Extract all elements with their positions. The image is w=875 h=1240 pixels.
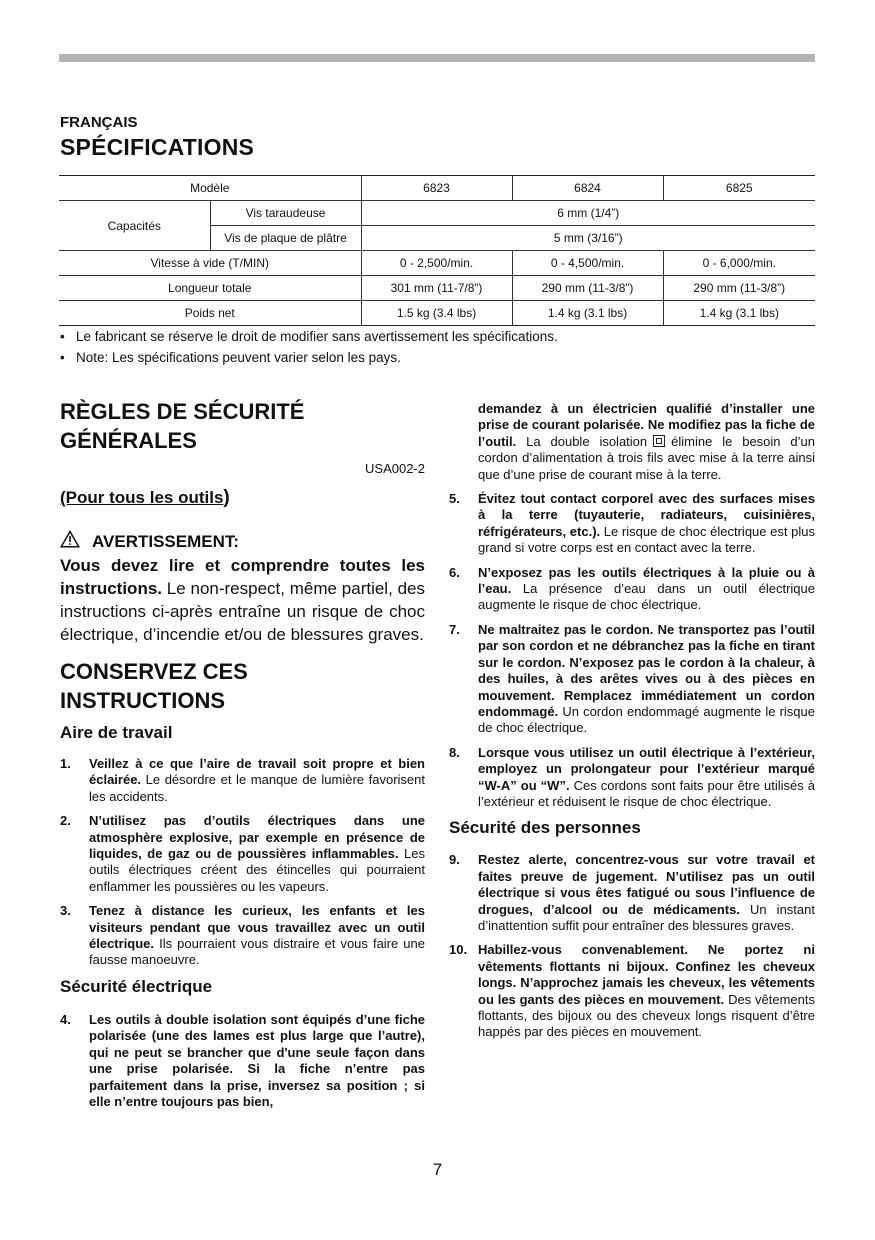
electrical-safety-heading: Sécurité électrique [60,976,213,996]
item-bold: Veillez à ce que l’aire de travail soit propre et bien éclairée. [89,756,425,788]
specifications-table [59,175,815,326]
right-column [449,401,815,1049]
rules-title [60,397,425,455]
list-item: • Note: Les spécifications peuvent varier selon les pays. [59,350,815,366]
item-bold: Lorsque vous utilisez un outil électrique à l’extérieur, employez un prolongateur pour l’extérieur marqué “W-A” ou “W”. [478,744,815,793]
table-cell: 6823 [361,176,512,201]
table-row [59,301,815,326]
item-bold: Évitez tout contact corporel avec des surfaces mises à la terre (tuyauterie, radiateurs, cuisinières, réfrigérateurs, etc.). [478,491,815,539]
rules-list-personal [449,852,815,1040]
item-number: 6. [449,564,460,580]
list-item [60,1012,425,1110]
for-all-tools-paren: ) [223,487,230,508]
item-bold: Les outils à double isolation sont équipés d’une fiche polarisée (une des lames est plus large que l’autre), qui ne peut se brancher que d'une seule façon dans une prise polarisée. Si la fiche n’entre pas parfaitement dans la prise, inversez sa position ; si elle n’entre toujours pas bien, [89,1011,425,1109]
table-cell: 0 - 2,500/min. [361,251,512,276]
personal-safety-heading: Sécurité des personnes [449,818,641,838]
keep-instructions-title [60,657,425,715]
item-bold: demandez à un électricien qualifié d’installer une prise de courant polarisée. Ne modifiez pas la fiche de l’outil. [478,401,815,449]
item-text: Ces cordons sont faits pour être utilisés à l’extérieur et réduisent le risque de choc électrique. [478,777,815,809]
rules-list-electrical [60,1012,425,1110]
table-row [59,176,815,201]
page-title: SPÉCIFICATIONS [60,134,255,160]
table-cell: 301 mm (11-7/8”) [361,276,512,301]
rules-list-continued [449,401,815,810]
item-bold: N’utilisez pas d’outils électriques dans une atmosphère explosive, par exemple en présence de liquides, de gaz ou de poussières inflammables. [89,813,425,862]
table-cell: 290 mm (11-3/8”) [663,276,815,301]
table-cell: Capacités [59,201,210,251]
table-cell: 1.4 kg (3.1 lbs) [663,301,815,326]
reference-code: USA002-2 [365,461,425,476]
list-item [60,903,425,969]
item-number: 2. [60,813,71,829]
table-cell: 0 - 4,500/min. [512,251,663,276]
item-number: 9. [449,852,460,868]
warning-triangle-icon [60,530,82,553]
warning-paragraph [60,554,425,646]
item-number: 3. [60,903,71,919]
warning-bold: Vous devez lire et comprendre toutes les instructions. [60,556,425,598]
item-text: Un cordon endommagé augmente le risque de choc électrique. [478,703,815,736]
item-bold: Tenez à distance les curieux, les enfants et les visiteurs pendant que vous travaillez avec un outil électrique. [89,903,425,952]
list-item [60,813,425,895]
table-cell: 1.5 kg (3.4 lbs) [361,301,512,326]
item-number: 10. [449,942,468,958]
rules-title-line2: GÉNÉRALES [60,428,197,453]
list-item [449,622,815,737]
item-text: La présence d’eau dans un outil électrique augmente le risque de choc électrique. [478,581,815,613]
rules-list-work-area [60,756,425,969]
spec-notes [59,329,815,371]
rules-title-line1: RÈGLES DE SÉCURITÉ [60,399,305,424]
item-text: élimine le besoin d’un cordon d’alimentation à trois fils avec mise à la terre ainsi que d’une prise de courant mise à la terre. [478,433,815,482]
table-cell: 5 mm (3/16”) [361,226,815,251]
item-number: 5. [449,491,460,507]
table-cell: Poids net [59,301,361,326]
list-item [449,491,815,557]
for-all-tools-heading [60,487,425,509]
left-column [60,397,425,1118]
warning-rest: Le non-respect, même partiel, des instructions ci-après entraîne un risque de choc électrique, d’incendie et/ou de blessures graves. [60,579,425,644]
table-cell: Vitesse à vide (T/MIN) [59,251,361,276]
item-bold: N’exposez pas les outils électriques à la pluie ou à l’eau. [478,564,815,597]
list-item [449,852,815,934]
list-item-continued [449,401,815,483]
header-rule [59,54,815,62]
item-bold: Habillez-vous convenablement. Ne portez ni vêtements flottants ni bijoux. Confinez les cheveux longs. N’approchez jamais les cheveux, les vêtements ou les gants des pièces en mouvement. [478,942,815,1007]
list-item [449,565,815,614]
item-text: Les outils électriques créent des étincelles qui pourraient enflammer les poussières ou les vapeurs. [89,846,425,894]
keep-title-line2: INSTRUCTIONS [60,688,225,713]
table-row [59,201,815,226]
list-item [449,745,815,811]
item-bold: Restez alerte, concentrez-vous sur votre travail et faites preuve de jugement. N’utilisez pas un outil électrique si vous êtes fatigué ou sous l’influence de drogues, d’alcool ou de médicaments. [478,852,815,917]
list-item [60,756,425,805]
item-number: 7. [449,621,460,637]
item-text: Le désordre et le manque de lumière favorisent les accidents. [89,772,425,804]
table-cell: 1.4 kg (3.1 lbs) [512,301,663,326]
table-cell: 6 mm (1/4”) [361,201,815,226]
item-text: La double isolation [516,433,648,449]
table-cell: 290 mm (11-3/8”) [512,276,663,301]
table-row [59,251,815,276]
item-bold: Ne maltraitez pas le cordon. Ne transportez pas l’outil par son cordon et ne débranchez pas la fiche en tirant sur le cordon. N’exposez pas le cordon à la chaleur, à des huiles, à des arêtes vives ou à des pièces en mouvement. Remplacez immédiatement un cordon endommagé. [478,621,815,719]
table-cell: 6825 [663,176,815,201]
double-insulation-icon [653,435,665,447]
warning-title: AVERTISSEMENT: [92,531,240,551]
table-cell: 6824 [512,176,663,201]
for-all-tools-text: (Pour tous les outils [60,488,224,507]
table-cell: Vis taraudeuse [210,201,361,226]
table-cell: Modèle [59,176,361,201]
language-label: FRANÇAIS [60,114,138,131]
item-number: 8. [449,744,460,760]
table-cell: Longueur totale [59,276,361,301]
list-item [449,942,815,1040]
list-item: • Le fabricant se réserve le droit de modifier sans avertissement les spécifications. [59,329,815,345]
item-text: Des vêtements flottants, des bijoux ou des cheveux longs risquent d’être happés par des pièces en mouvement. [478,991,815,1040]
item-text: Ils pourraient vous distraire et vous faire une fausse manoeuvre. [89,936,425,968]
item-text: Un instant d’inattention suffit pour entraîner des blessures graves. [478,901,815,933]
table-cell: 0 - 6,000/min. [663,251,815,276]
warning-heading [60,530,425,553]
table-row [59,276,815,301]
item-text: Le risque de choc électrique est plus grand si votre corps est en contact avec la terre. [478,523,815,556]
table-cell: Vis de plaque de plâtre [210,226,361,251]
work-area-heading: Aire de travail [60,723,173,742]
keep-title-line1: CONSERVEZ CES [60,659,248,684]
item-number: 1. [60,756,71,771]
page-number: 7 [432,1160,443,1179]
item-number: 4. [60,1011,71,1027]
